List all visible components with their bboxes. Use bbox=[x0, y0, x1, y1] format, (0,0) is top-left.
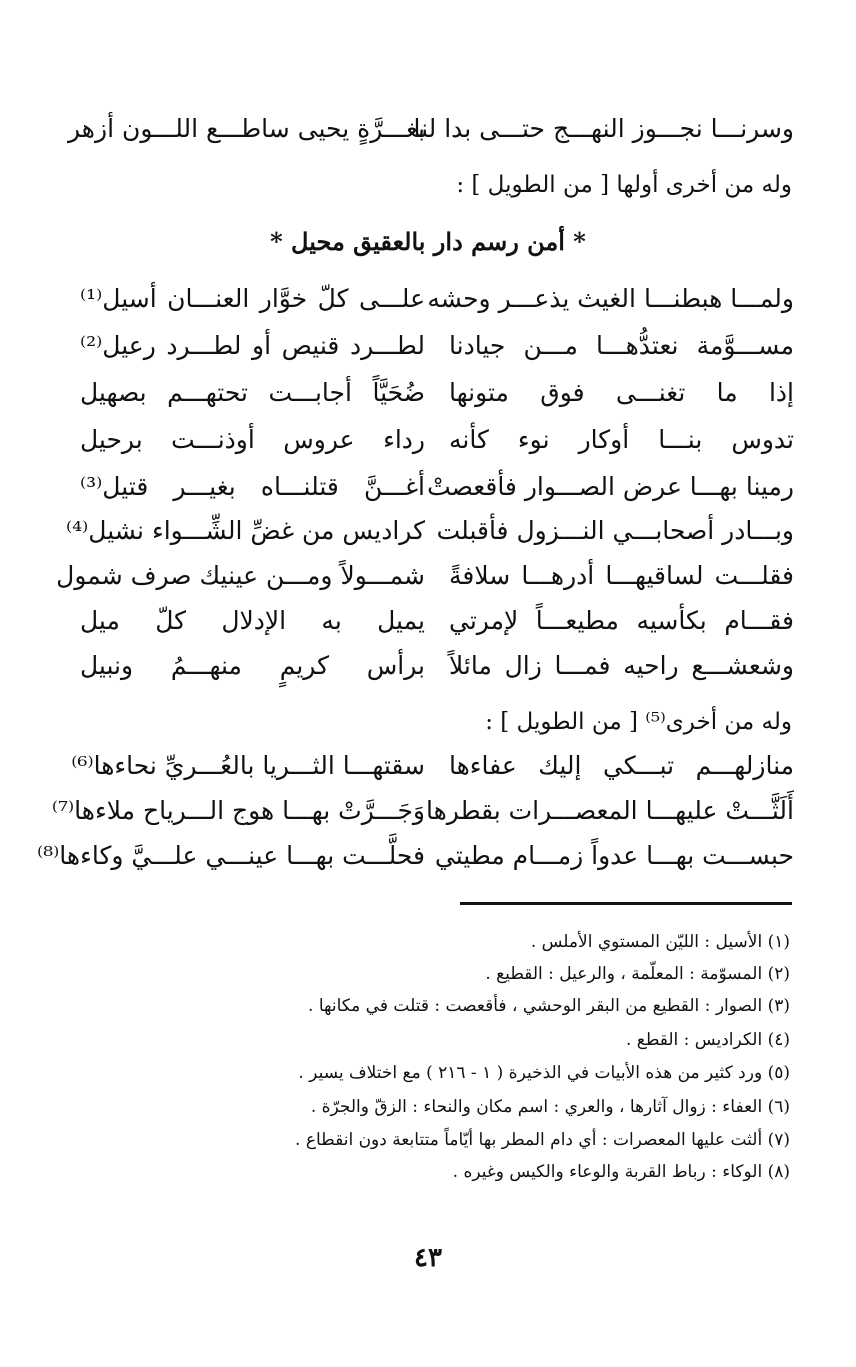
footnote: (٨) الوكاء : رباط القربة والوعاء والكيس وغيره . bbox=[452, 1162, 790, 1182]
verse-line bbox=[51, 790, 794, 832]
verse-first-hemistich: تدوس بنـــا أوكار نوء كأنه bbox=[449, 425, 794, 454]
poem-intro-2: وله من أخرى⁽⁵⁾ [ من الطويل ] : bbox=[485, 709, 792, 735]
verse-line bbox=[68, 108, 794, 150]
verse-first-hemistich: مســـوَّمة نعتدُّهـــا مـــن جيادنا bbox=[449, 331, 794, 360]
poem-intro-1: وله من أخرى أولها [ من الطويل ] : bbox=[456, 172, 792, 198]
footnote: (٥) ورد كثير من هذه الأبيات في الذخيرة ( ١ - ٢١٦ ) مع اختلاف يسير . bbox=[298, 1063, 790, 1083]
verse-second-hemistich: برأس كريمٍ منهـــمُ ونبيل bbox=[80, 651, 425, 680]
verse-line bbox=[65, 510, 794, 552]
verse-second-hemistich: رداء عروس أوذنـــت برحيل bbox=[80, 425, 425, 454]
footnote: (٤) الكراديس : القطع . bbox=[625, 1030, 790, 1050]
verse-second-hemistich: يميل به الإدلال كلّ ميل bbox=[80, 606, 425, 635]
footnote: (١) الأسيل : الليّن المستوي الأملس . bbox=[530, 932, 790, 952]
verse-line bbox=[80, 278, 794, 320]
verse-line bbox=[80, 645, 794, 687]
footnote: (٣) الصوار : القطيع من البقر الوحشي ، فأقعصت : قتلت في مكانها . bbox=[308, 996, 790, 1016]
verse-line bbox=[71, 745, 794, 787]
verse-first-hemistich: حبســـت بهـــا عدواً زمـــام مطيتي bbox=[434, 841, 794, 870]
verse-second-hemistich: وَجَـــرَّتْ بهـــا هوج الـــرياح ملاءها⁽⁷⁾ bbox=[51, 796, 425, 825]
verse-second-hemistich: علـــى كلّ خوَّار العنـــان أسيل⁽¹⁾ bbox=[80, 284, 425, 313]
verse-second-hemistich: ضُحَيَّاً أجابـــت تحتهـــم بصهيل bbox=[80, 378, 425, 407]
verse-second-hemistich: فحلَّـــت بهـــا عينـــي علـــيَّ وكاءها⁽⁸⁾ bbox=[36, 841, 425, 870]
footnote: (٧) ألثت عليها المعصرات : أي دام المطر بها أيّاماً متتابعة دون انقطاع . bbox=[295, 1130, 790, 1150]
verse-first-hemistich: وسرنـــا نجـــوز النهـــج حتـــى بدا لنا bbox=[413, 114, 794, 143]
verse-line bbox=[80, 600, 794, 642]
poem-opening-hemistich: * أمن رسم دار بالعقيق محيل * bbox=[270, 227, 586, 256]
footnote-separator bbox=[460, 902, 792, 905]
verse-first-hemistich: وبـــادر أصحابـــي النـــزول فأقبلت bbox=[436, 516, 794, 545]
footnote: (٦) العفاء : زوال آثارها ، والعري : اسم مكان والنحاء : الزقّ والجرّة . bbox=[310, 1097, 790, 1117]
verse-first-hemistich: فقلـــت لساقيهـــا أدرهـــا سلافةً bbox=[449, 561, 794, 590]
verse-first-hemistich: وشعشـــع راحيه فمـــا زال مائلاً bbox=[449, 651, 794, 680]
verse-second-hemistich: كراديس من غضِّ الشِّـــواء نشيل⁽⁴⁾ bbox=[65, 516, 425, 545]
verse-second-hemistich: أغـــنَّ قتلنـــاه بغيـــر قتيل⁽³⁾ bbox=[80, 472, 425, 501]
verse-first-hemistich: رمينا بهـــا عرض الصـــوار فأقعصتْ bbox=[427, 472, 794, 501]
verse-second-hemistich: سقتهـــا الثـــريا بالعُـــريِّ نحاءها⁽⁶⁾ bbox=[71, 751, 425, 780]
verse-line bbox=[80, 419, 794, 461]
footnote: (٢) المسوّمة : المعلّمة ، والرعيل : القطيع . bbox=[485, 964, 790, 984]
verse-line bbox=[36, 835, 794, 877]
verse-second-hemistich: بغـــرَّةٍ يحيى ساطـــع اللـــون أزهر bbox=[68, 114, 425, 143]
verse-line bbox=[80, 372, 794, 414]
verse-first-hemistich: إذا ما تغنـــى فوق متونها bbox=[449, 378, 794, 407]
verse-first-hemistich: فقـــام بكأسيه مطيعـــاً لإمرتي bbox=[449, 606, 794, 635]
verse-line bbox=[80, 325, 794, 367]
verse-first-hemistich: أَلَثَّـــتْ عليهـــا المعصـــرات بقطرها bbox=[425, 796, 794, 825]
verse-line bbox=[80, 466, 794, 508]
verse-line bbox=[56, 555, 794, 597]
page-number: ٤٣ bbox=[414, 1243, 442, 1273]
verse-first-hemistich: منازلهـــم تبـــكي إليك عفاءها bbox=[449, 751, 794, 780]
verse-second-hemistich: شمـــولاً ومـــن عينيك صرف شمول bbox=[56, 561, 425, 590]
verse-first-hemistich: ولمـــا هبطنـــا الغيث يذعـــر وحشه bbox=[427, 284, 794, 313]
verse-second-hemistich: لطـــرد قنيص أو لطـــرد رعيل⁽²⁾ bbox=[80, 331, 425, 360]
